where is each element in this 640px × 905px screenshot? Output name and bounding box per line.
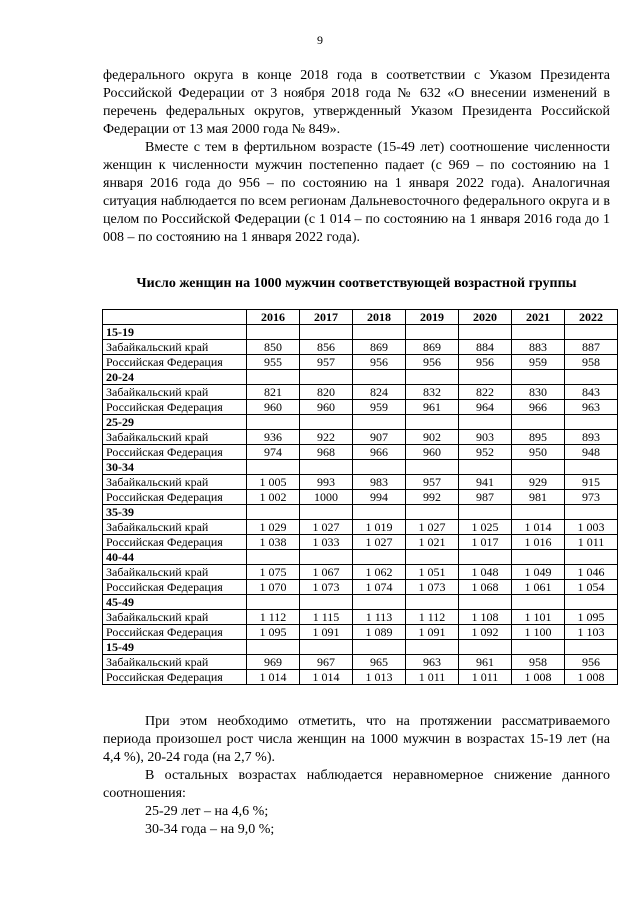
ratio-table — [102, 309, 618, 685]
empty-cell — [459, 460, 512, 475]
value-cell: 1 075 — [247, 565, 300, 580]
empty-cell — [300, 370, 353, 385]
value-cell: 956 — [565, 655, 618, 670]
year-header: 2016 — [247, 310, 300, 325]
value-cell: 1 067 — [300, 565, 353, 580]
empty-cell — [512, 505, 565, 520]
value-cell: 1 033 — [300, 535, 353, 550]
value-cell: 915 — [565, 475, 618, 490]
table-title: Число женщин на 1000 мужчин соответствующей возрастной группы — [136, 276, 577, 291]
value-cell: 922 — [300, 430, 353, 445]
value-cell: 1 017 — [459, 535, 512, 550]
value-cell: 1 091 — [300, 625, 353, 640]
region-name: Забайкальский край — [103, 565, 247, 580]
value-cell: 948 — [565, 445, 618, 460]
page-number: 9 — [317, 33, 323, 47]
value-cell: 1 038 — [247, 535, 300, 550]
region-name: Российская Федерация — [103, 625, 247, 640]
empty-cell — [300, 415, 353, 430]
empty-cell — [565, 550, 618, 565]
paragraph-text: федерального округа в конце 2018 года в соответствии с Указом Президента Российской Федерации от 3 ноября 2018 года № 632 «О внесении изменений в перечень федеральных округов, утвержденный Указом Президента Российской Федерации от 13 мая 2000 года № 849». — [103, 68, 610, 137]
value-cell: 965 — [353, 655, 406, 670]
age-group-row — [103, 325, 618, 340]
value-cell: 1 011 — [406, 670, 459, 685]
value-cell: 961 — [406, 400, 459, 415]
region-name: Забайкальский край — [103, 430, 247, 445]
value-cell: 1 070 — [247, 580, 300, 595]
empty-cell — [459, 370, 512, 385]
empty-cell — [353, 325, 406, 340]
table-row — [103, 430, 618, 445]
value-cell: 1 092 — [459, 625, 512, 640]
empty-cell — [565, 460, 618, 475]
value-cell: 1 091 — [406, 625, 459, 640]
empty-cell — [565, 595, 618, 610]
paragraph-text: В остальных возрастах наблюдается неравномерное снижение данного соотношения: — [103, 768, 610, 801]
empty-cell — [406, 640, 459, 655]
value-cell: 959 — [512, 355, 565, 370]
value-cell: 968 — [300, 445, 353, 460]
table-row — [103, 610, 618, 625]
empty-cell — [247, 325, 300, 340]
empty-cell — [247, 415, 300, 430]
empty-cell — [406, 460, 459, 475]
empty-cell — [247, 595, 300, 610]
value-cell: 824 — [353, 385, 406, 400]
age-group-row — [103, 640, 618, 655]
age-group-label: 15-19 — [103, 325, 247, 340]
value-cell: 1 021 — [406, 535, 459, 550]
value-cell: 1 048 — [459, 565, 512, 580]
region-name: Российская Федерация — [103, 355, 247, 370]
table-row — [103, 445, 618, 460]
value-cell: 1 049 — [512, 565, 565, 580]
value-cell: 960 — [247, 400, 300, 415]
value-cell: 1 095 — [247, 625, 300, 640]
empty-cell — [565, 640, 618, 655]
value-cell: 1000 — [300, 490, 353, 505]
value-cell: 1 046 — [565, 565, 618, 580]
value-cell: 956 — [406, 355, 459, 370]
age-group-label: 20-24 — [103, 370, 247, 385]
value-cell: 895 — [512, 430, 565, 445]
empty-cell — [459, 325, 512, 340]
value-cell: 1 089 — [353, 625, 406, 640]
value-cell: 1 014 — [512, 520, 565, 535]
value-cell: 856 — [300, 340, 353, 355]
table-row — [103, 655, 618, 670]
value-cell: 1 003 — [565, 520, 618, 535]
value-cell: 1 029 — [247, 520, 300, 535]
value-cell: 1 016 — [512, 535, 565, 550]
value-cell: 907 — [353, 430, 406, 445]
value-cell: 967 — [300, 655, 353, 670]
year-header: 2017 — [300, 310, 353, 325]
age-group-label: 25-29 — [103, 415, 247, 430]
empty-cell — [353, 460, 406, 475]
value-cell: 1 103 — [565, 625, 618, 640]
value-cell: 1 068 — [459, 580, 512, 595]
empty-cell — [459, 640, 512, 655]
value-cell: 941 — [459, 475, 512, 490]
value-cell: 963 — [406, 655, 459, 670]
value-cell: 1 008 — [565, 670, 618, 685]
year-header: 2021 — [512, 310, 565, 325]
table-body — [103, 325, 618, 685]
empty-cell — [512, 370, 565, 385]
empty-cell — [512, 640, 565, 655]
value-cell: 1 062 — [353, 565, 406, 580]
value-cell: 843 — [565, 385, 618, 400]
value-cell: 1 014 — [300, 670, 353, 685]
table-row — [103, 520, 618, 535]
value-cell: 832 — [406, 385, 459, 400]
value-cell: 1 019 — [353, 520, 406, 535]
empty-cell — [406, 505, 459, 520]
list-item: 25-29 лет – на 4,6 %; — [145, 804, 269, 819]
value-cell: 955 — [247, 355, 300, 370]
table-row — [103, 565, 618, 580]
region-name: Российская Федерация — [103, 670, 247, 685]
value-cell: 1 002 — [247, 490, 300, 505]
empty-cell — [300, 595, 353, 610]
empty-cell — [512, 595, 565, 610]
value-cell: 887 — [565, 340, 618, 355]
value-cell: 1 112 — [247, 610, 300, 625]
value-cell: 936 — [247, 430, 300, 445]
value-cell: 966 — [512, 400, 565, 415]
value-cell: 1 073 — [406, 580, 459, 595]
value-cell: 994 — [353, 490, 406, 505]
age-group-row — [103, 505, 618, 520]
value-cell: 1 013 — [353, 670, 406, 685]
empty-cell — [565, 505, 618, 520]
empty-cell — [565, 415, 618, 430]
age-group-label: 40-44 — [103, 550, 247, 565]
value-cell: 1 100 — [512, 625, 565, 640]
value-cell: 957 — [300, 355, 353, 370]
paragraph-continued — [103, 67, 610, 139]
empty-cell — [353, 640, 406, 655]
paragraph-text: Вместе с тем в фертильном возрасте (15-49 лет) соотношение численности женщин к численности мужчин постепенно падает (с 969 – по состоянию на 1 января 2016 года до 956 – по состоянию на 1 января 2022 года). Аналогичная ситуация наблюдается по всем регионам Дальневосточного федерального округа и в целом по Российской Федерации (с 1 014 – по состоянию на 1 января 2016 года до 1 008 – по состоянию на 1 января 2022 года). — [103, 140, 610, 245]
age-group-row — [103, 550, 618, 565]
paragraph-text: При этом необходимо отметить, что на протяжении рассматриваемого периода произошел рост числа женщин на 1000 мужчин в возрастах 15-19 лет (на 4,4 %), 20-24 года (на 2,7 %). — [103, 714, 610, 765]
empty-cell — [512, 415, 565, 430]
value-cell: 964 — [459, 400, 512, 415]
value-cell: 1 112 — [406, 610, 459, 625]
table-row — [103, 625, 618, 640]
region-name: Забайкальский край — [103, 655, 247, 670]
value-cell: 1 061 — [512, 580, 565, 595]
table-row — [103, 580, 618, 595]
empty-cell — [565, 325, 618, 340]
age-group-label: 35-39 — [103, 505, 247, 520]
region-name: Забайкальский край — [103, 520, 247, 535]
empty-cell — [247, 550, 300, 565]
region-name: Российская Федерация — [103, 400, 247, 415]
value-cell: 1 108 — [459, 610, 512, 625]
value-cell: 893 — [565, 430, 618, 445]
empty-cell — [300, 505, 353, 520]
age-group-label: 30-34 — [103, 460, 247, 475]
empty-cell — [512, 460, 565, 475]
region-name: Российская Федерация — [103, 445, 247, 460]
paragraph-fertile-age — [103, 139, 610, 247]
table-row — [103, 670, 618, 685]
value-cell: 903 — [459, 430, 512, 445]
age-group-row — [103, 370, 618, 385]
value-cell: 1 074 — [353, 580, 406, 595]
empty-cell — [459, 550, 512, 565]
value-cell: 961 — [459, 655, 512, 670]
value-cell: 960 — [300, 400, 353, 415]
value-cell: 1 095 — [565, 610, 618, 625]
age-group-row — [103, 415, 618, 430]
value-cell: 960 — [406, 445, 459, 460]
value-cell: 1 073 — [300, 580, 353, 595]
empty-cell — [247, 640, 300, 655]
value-cell: 850 — [247, 340, 300, 355]
region-name: Российская Федерация — [103, 490, 247, 505]
empty-cell — [353, 550, 406, 565]
empty-cell — [512, 550, 565, 565]
value-cell: 963 — [565, 400, 618, 415]
value-cell: 869 — [353, 340, 406, 355]
value-cell: 993 — [300, 475, 353, 490]
value-cell: 1 025 — [459, 520, 512, 535]
value-cell: 956 — [353, 355, 406, 370]
value-cell: 822 — [459, 385, 512, 400]
value-cell: 992 — [406, 490, 459, 505]
table-row — [103, 340, 618, 355]
empty-cell — [353, 595, 406, 610]
empty-cell — [247, 505, 300, 520]
empty-cell — [300, 460, 353, 475]
region-name: Забайкальский край — [103, 340, 247, 355]
table-row — [103, 535, 618, 550]
value-cell: 1 054 — [565, 580, 618, 595]
empty-cell — [247, 460, 300, 475]
value-cell: 1 113 — [353, 610, 406, 625]
value-cell: 969 — [247, 655, 300, 670]
value-cell: 1 011 — [565, 535, 618, 550]
region-name: Российская Федерация — [103, 535, 247, 550]
value-cell: 1 011 — [459, 670, 512, 685]
empty-cell — [406, 325, 459, 340]
region-name: Забайкальский край — [103, 475, 247, 490]
value-cell: 966 — [353, 445, 406, 460]
value-cell: 983 — [353, 475, 406, 490]
table-row — [103, 475, 618, 490]
table-row — [103, 400, 618, 415]
empty-cell — [512, 325, 565, 340]
value-cell: 987 — [459, 490, 512, 505]
year-header: 2018 — [353, 310, 406, 325]
year-header: 2019 — [406, 310, 459, 325]
empty-cell — [565, 370, 618, 385]
value-cell: 821 — [247, 385, 300, 400]
value-cell: 820 — [300, 385, 353, 400]
empty-cell — [353, 505, 406, 520]
year-header: 2022 — [565, 310, 618, 325]
value-cell: 1 051 — [406, 565, 459, 580]
empty-cell — [406, 370, 459, 385]
region-name: Забайкальский край — [103, 385, 247, 400]
empty-cell — [300, 550, 353, 565]
year-header: 2020 — [459, 310, 512, 325]
value-cell: 884 — [459, 340, 512, 355]
empty-cell — [300, 640, 353, 655]
table-header-row — [103, 310, 618, 325]
table-row — [103, 385, 618, 400]
age-group-row — [103, 460, 618, 475]
value-cell: 959 — [353, 400, 406, 415]
empty-cell — [406, 595, 459, 610]
value-cell: 950 — [512, 445, 565, 460]
value-cell: 1 027 — [300, 520, 353, 535]
value-cell: 1 027 — [353, 535, 406, 550]
value-cell: 1 101 — [512, 610, 565, 625]
age-group-label: 45-49 — [103, 595, 247, 610]
value-cell: 929 — [512, 475, 565, 490]
value-cell: 952 — [459, 445, 512, 460]
value-cell: 1 115 — [300, 610, 353, 625]
empty-cell — [459, 505, 512, 520]
empty-cell — [406, 415, 459, 430]
value-cell: 958 — [565, 355, 618, 370]
value-cell: 1 027 — [406, 520, 459, 535]
value-cell: 957 — [406, 475, 459, 490]
table-row — [103, 355, 618, 370]
value-cell: 981 — [512, 490, 565, 505]
region-name: Забайкальский край — [103, 610, 247, 625]
empty-cell — [247, 370, 300, 385]
empty-cell — [406, 550, 459, 565]
value-cell: 1 008 — [512, 670, 565, 685]
value-cell: 830 — [512, 385, 565, 400]
list-item: 30-34 года – на 9,0 %; — [145, 822, 275, 837]
empty-cell — [300, 325, 353, 340]
paragraph-conclusions — [103, 713, 610, 839]
empty-cell — [459, 415, 512, 430]
empty-cell — [353, 415, 406, 430]
age-group-row — [103, 595, 618, 610]
region-name: Российская Федерация — [103, 580, 247, 595]
value-cell: 869 — [406, 340, 459, 355]
table-row — [103, 490, 618, 505]
value-cell: 973 — [565, 490, 618, 505]
table-header-empty — [103, 310, 247, 325]
value-cell: 883 — [512, 340, 565, 355]
value-cell: 902 — [406, 430, 459, 445]
age-group-label: 15-49 — [103, 640, 247, 655]
value-cell: 956 — [459, 355, 512, 370]
empty-cell — [353, 370, 406, 385]
value-cell: 974 — [247, 445, 300, 460]
empty-cell — [459, 595, 512, 610]
value-cell: 958 — [512, 655, 565, 670]
value-cell: 1 014 — [247, 670, 300, 685]
value-cell: 1 005 — [247, 475, 300, 490]
